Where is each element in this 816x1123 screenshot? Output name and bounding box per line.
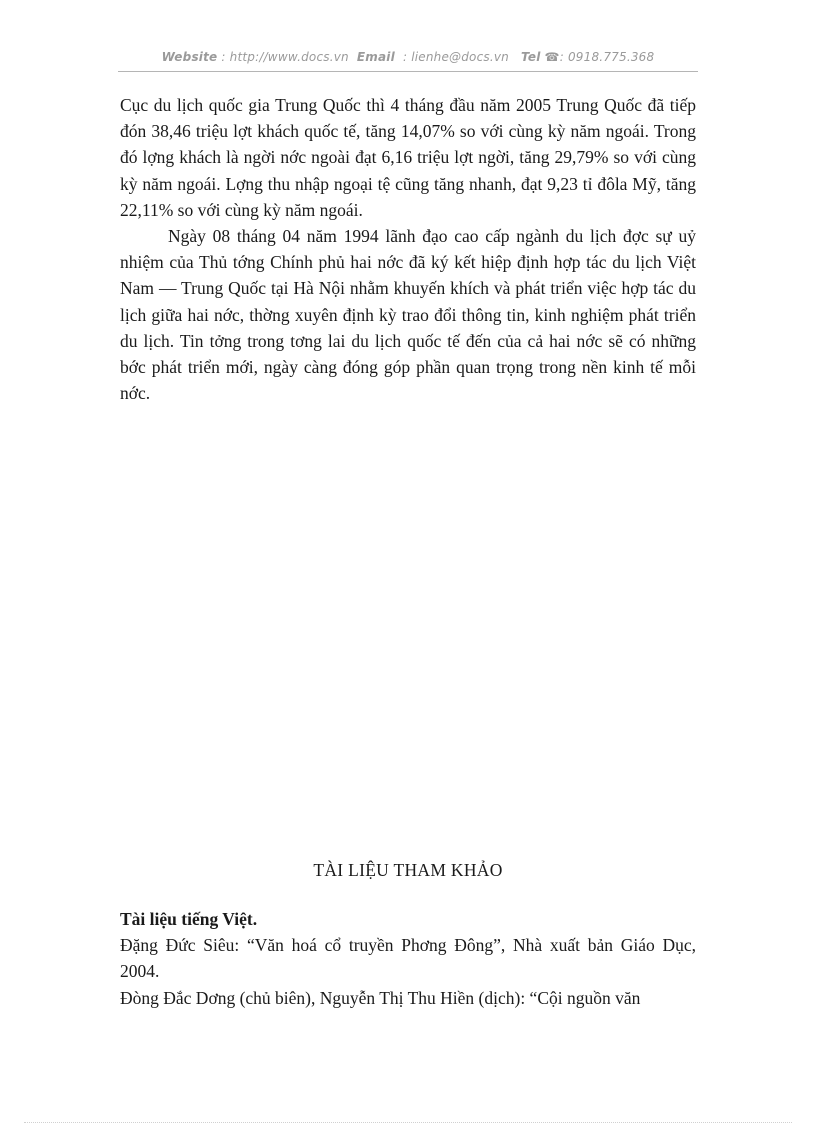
phone-icon: ☎ xyxy=(544,50,560,64)
reference-item: Đòng Đắc Dơng (chủ biên), Nguyễn Thị Thu Hiền (dịch): “Cội nguồn văn xyxy=(120,987,641,1008)
email-address[interactable]: : lienhe@docs.vn xyxy=(402,50,509,64)
references-title: TÀI LIỆU THAM KHẢO xyxy=(313,860,503,880)
email-label: Email xyxy=(356,50,395,64)
main-text xyxy=(120,92,696,406)
website-url[interactable]: : http://www.docs.vn xyxy=(221,50,349,64)
references-list xyxy=(120,906,696,1011)
reference-item: Đặng Đức Siêu: “Văn hoá cổ truyền Phơng Đông”, Nhà xuất bản Giáo Dục, 2004. xyxy=(120,935,696,982)
paragraph-1: Cục du lịch quốc gia Trung Quốc thì 4 tháng đầu năm 2005 Trung Quốc đã tiếp đón 38,46 triệu lợt khách quốc tế, tăng 14,07% so với cùng kỳ năm ngoái. Trong đó lợng khách là ngời nớc ngoài đạt 6,16 triệu lợt ngời, tăng 29,79% so với cùng kỳ năm ngoái. Lợng thu nhập ngoại tệ cũng tăng nhanh, đạt 9,23 tỉ đôla Mỹ, tăng 22,11% so với cùng kỳ năm ngoái. xyxy=(120,95,696,220)
paragraph-2: Ngày 08 tháng 04 năm 1994 lãnh đạo cao cấp ngành du lịch đợc sự uỷ nhiệm của Thủ tớng Chính phủ hai nớc đã ký kết hiệp định hợp tác du lịch Việt Nam — Trung Quốc tại Hà Nội nhằm khuyến khích và phát triển việc hợp tác du lịch giữa hai nớc, thờng xuyên định kỳ trao đổi thông tin, kinh nghiệm phát triển du lịch. Tin tởng trong tơng lai du lịch quốc tế đến của cả hai nớc sẽ có những bớc phát triển mới, ngày càng đóng góp phần quan trọng trong nền kinh tế mỗi nớc. xyxy=(120,226,696,404)
header-divider xyxy=(118,71,698,72)
page-header xyxy=(118,50,698,70)
references-subheading: Tài liệu tiếng Việt. xyxy=(120,909,258,929)
website-label: Website xyxy=(161,50,218,64)
tel-label: Tel xyxy=(521,50,541,64)
tel-number: : 0918.775.368 xyxy=(559,50,655,64)
